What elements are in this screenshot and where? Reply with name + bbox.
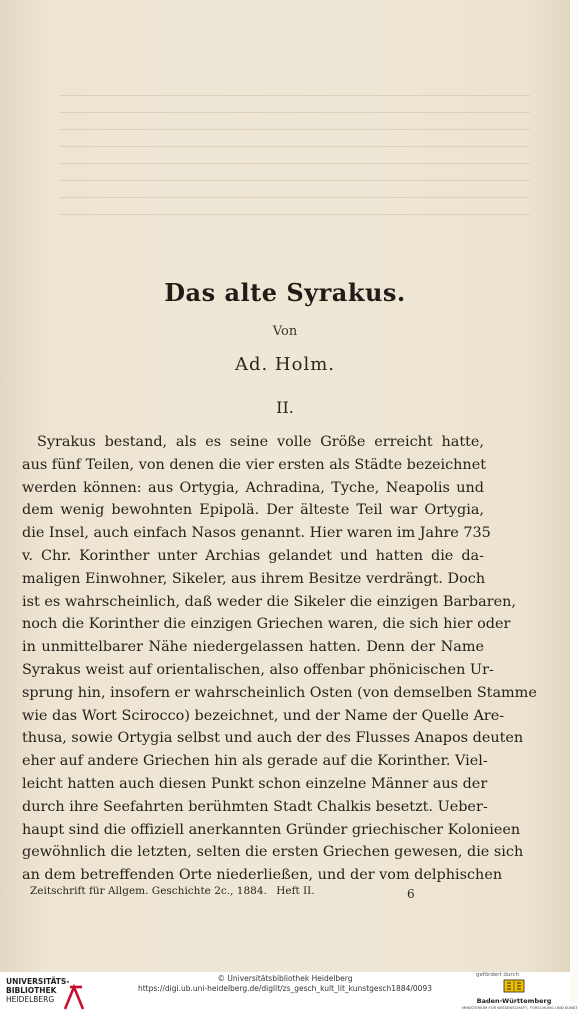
journal-reference xyxy=(30,885,321,897)
text-line: v. Chr. Korinther unter Archias gelandet und hatten die da- xyxy=(22,547,484,564)
text-line: werden können: aus Ortygia, Achradina, Tyche, Neapolis und xyxy=(22,479,484,496)
article-body xyxy=(22,431,537,887)
journal-issue: Heft II. xyxy=(276,885,315,897)
library-name-line3: HEIDELBERG xyxy=(6,995,55,1004)
text-line: maligen Einwohner, Sikeler, aus ihrem Besitze verdrängt. Doch xyxy=(22,570,486,587)
funded-by-label: gefördert durch xyxy=(476,972,520,978)
text-line: eher auf andere Griechen hin als gerade auf die Korinther. Viel- xyxy=(22,753,488,770)
text-line: sprung hin, insofern er wahrscheinlich Osten (von demselben Stamme xyxy=(22,684,537,701)
text-line: durch ihre Seefahrten berühmten Stadt Chalkis besetzt. Ueber- xyxy=(22,798,488,815)
bleed-through-text xyxy=(60,95,530,255)
text-line: an dem betreffenden Orte niederließen, und der vom delphischen xyxy=(22,867,503,884)
text-line: leicht hatten auch diesen Punkt schon einzelne Männer aus der xyxy=(22,775,488,792)
page-number: 6 xyxy=(407,887,415,901)
permalink-url[interactable]: https://digi.ub.uni-heidelberg.de/diglit/zs_gesch_kult_lit_kunstgesch1884/0093 xyxy=(137,984,432,993)
text-line: in unmittelbarer Nähe niedergelassen hatten. Denn der Name xyxy=(22,639,484,656)
copyright-text: © Universitätsbibliothek Heidelberg xyxy=(217,974,353,983)
funder-logo[interactable] xyxy=(462,972,578,1014)
library-name-line1: UNIVERSITÄTS- xyxy=(6,977,70,986)
viewer-footer-bar xyxy=(0,972,578,1014)
article-title: Das alte Syrakus. xyxy=(164,278,406,307)
text-line: wie das Wort Scirocco) bezeichnet, und der Name der Quelle Are- xyxy=(22,707,505,724)
state-crest-icon xyxy=(503,979,525,993)
text-line: noch die Korinther die einzigen Griechen waren, die sich hier oder xyxy=(22,616,511,633)
library-name-line2: BIBLIOTHEK xyxy=(6,986,57,995)
text-line: dem wenig bewohnten Epipolä. Der älteste Teil war Ortygia, xyxy=(22,502,484,519)
text-line: aus fünf Teilen, von denen die vier ersten als Städte bezeichnet xyxy=(22,456,486,473)
text-line: ist es wahrscheinlich, daß weder die Sikeler die einzigen Barbaren, xyxy=(22,593,516,610)
byline-prefix: Von xyxy=(272,324,298,339)
funder-ministry: MINISTERIUM FÜR WISSENSCHAFT, FORSCHUNG UND KUNST xyxy=(462,1005,578,1010)
text-line: haupt sind die offiziell anerkannten Gründer griechischer Kolonieen xyxy=(22,821,521,838)
text-line: gewöhnlich die letzten, selten die ersten Griechen gewesen, die sich xyxy=(22,844,524,861)
text-line: Syrakus weist auf orientalischen, also offenbar phönicischen Ur- xyxy=(22,661,494,678)
journal-name: Zeitschrift für Allgem. Geschichte 2c., 1884. xyxy=(30,885,267,897)
text-line: Syrakus bestand, als es seine volle Größe erreicht hatte, xyxy=(37,434,484,450)
section-number: II. xyxy=(276,398,294,417)
text-line: die Insel, auch einfach Nasos genannt. Hier waren im Jahre 735 xyxy=(22,525,491,542)
article-author: Ad. Holm. xyxy=(234,354,336,375)
text-line: thusa, sowie Ortygia selbst und auch der des Flusses Anapos deuten xyxy=(22,730,524,747)
funder-name: Baden-Württemberg xyxy=(476,997,552,1005)
